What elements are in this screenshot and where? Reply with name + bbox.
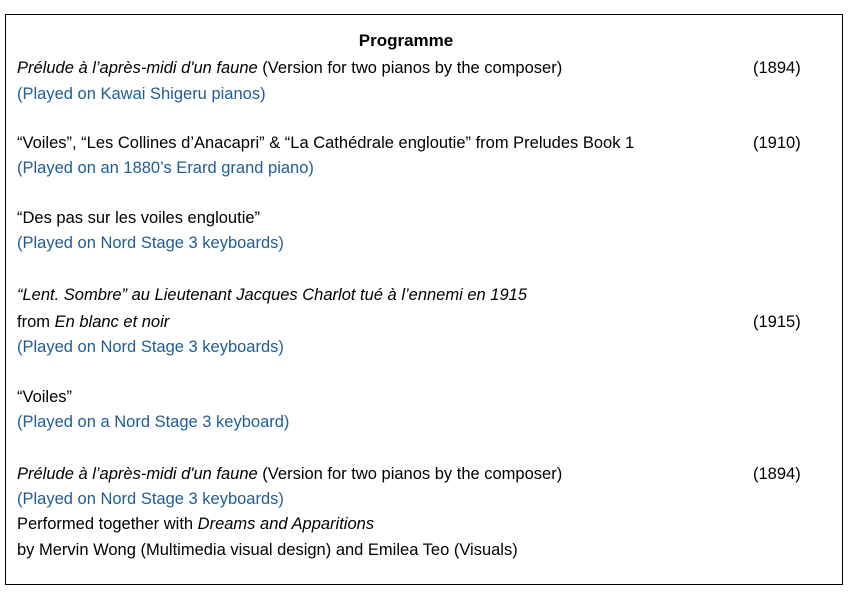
- entry-4-from-work: En blanc et noir: [54, 313, 170, 331]
- entry-5-played: (Played on a Nord Stage 3 keyboard): [17, 413, 290, 431]
- entry-6-title: Prélude à l’après-midi d'un faune: [17, 465, 258, 483]
- entry-4-played: (Played on Nord Stage 3 keyboards): [17, 338, 284, 356]
- entry-1-note: (Version for two pianos by the composer): [257, 59, 563, 77]
- entry-6-title-line: [17, 464, 562, 484]
- programme-title: Programme: [358, 31, 454, 50]
- entry-4-from-prefix: from: [17, 313, 55, 331]
- entry-2-year: (1910): [753, 134, 801, 152]
- entry-4-from-line: [17, 312, 169, 332]
- entry-1-year: (1894): [753, 59, 801, 77]
- entry-6-note: (Version for two pianos by the composer): [257, 465, 563, 483]
- entry-1-played: (Played on Kawai Shigeru pianos): [17, 85, 266, 103]
- entry-5-title: “Voiles”: [17, 388, 73, 406]
- entry-1-title: Prélude à l’après-midi d'un faune: [17, 59, 258, 77]
- entry-3-title: “Des pas sur les voiles engloutie”: [17, 209, 261, 227]
- entry-4-title: “Lent. Sombre” au Lieutenant Jacques Charlot tué à l’ennemi en 1915: [17, 286, 527, 304]
- entry-3-played: (Played on Nord Stage 3 keyboards): [17, 234, 284, 252]
- entry-6-played: (Played on Nord Stage 3 keyboards): [17, 490, 284, 508]
- entry-6-year: (1894): [753, 465, 801, 483]
- entry-1-title-line: [17, 58, 562, 78]
- entry-4-title-line: [17, 285, 527, 305]
- entry-6-performed-work: Dreams and Apparitions: [197, 515, 375, 533]
- entry-6-credits: by Mervin Wong (Multimedia visual design) and Emilea Teo (Visuals): [17, 541, 518, 559]
- entry-4-year: (1915): [753, 313, 801, 331]
- entry-2-title: “Voiles”, “Les Collines d’Anacapri” & “La Cathédrale engloutie” from Preludes Book 1: [17, 134, 635, 152]
- entry-2-played: (Played on an 1880’s Erard grand piano): [17, 159, 314, 177]
- entry-6-performed-line: [17, 514, 374, 534]
- entry-6-performed-prefix: Performed together with: [17, 515, 198, 533]
